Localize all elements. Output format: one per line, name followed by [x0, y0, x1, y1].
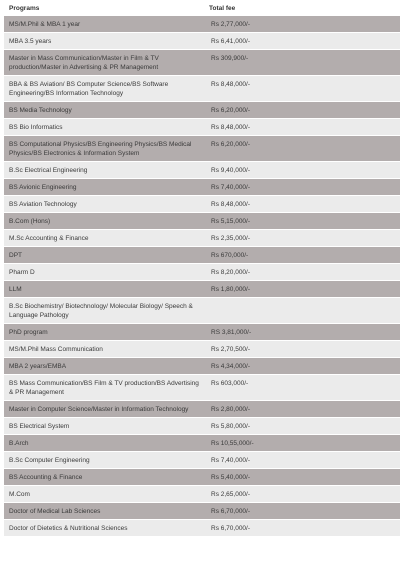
table-row: [4, 486, 400, 502]
table-row: [4, 503, 400, 519]
total-fee-cell: Rs 2,65,000/-: [204, 486, 400, 502]
program-name-cell: M.Com: [4, 486, 204, 502]
table-row: [4, 76, 400, 101]
table-row: [4, 358, 400, 374]
program-name-cell: Master in Computer Science/Master in Information Technology: [4, 401, 204, 417]
table-row: [4, 162, 400, 178]
table-row: [4, 418, 400, 434]
program-name-cell: BS Aviation Technology: [4, 196, 204, 212]
total-fee-cell: Rs 6,20,000/-: [204, 136, 400, 161]
total-fee-cell: Rs 309,900/-: [204, 50, 400, 75]
total-fee-cell: Rs 2,77,000/-: [204, 16, 400, 32]
table-row: [4, 16, 400, 32]
table-row: [4, 136, 400, 161]
total-fee-cell: Rs 9,40,000/-: [204, 162, 400, 178]
total-fee-cell: Rs 4,34,000/-: [204, 358, 400, 374]
program-name-cell: B.Com (Hons): [4, 213, 204, 229]
program-name-cell: BS Avionic Engineering: [4, 179, 204, 195]
total-fee-cell: Rs 2,35,000/-: [204, 230, 400, 246]
total-fee-cell: Rs 603,000/-: [204, 375, 400, 400]
program-name-cell: BS Accounting & Finance: [4, 469, 204, 485]
total-fee-cell: Rs 5,80,000/-: [204, 418, 400, 434]
table-row: [4, 341, 400, 357]
program-name-cell: Doctor of Dietetics & Nutritional Sciences: [4, 520, 204, 536]
table-row: [4, 264, 400, 280]
total-fee-cell: RS 3,81,000/-: [204, 324, 400, 340]
program-name-cell: LLM: [4, 281, 204, 297]
table-header-row: [4, 1, 400, 15]
table-row: [4, 213, 400, 229]
table-row: [4, 102, 400, 118]
table-body: [4, 16, 400, 536]
table-row: [4, 33, 400, 49]
total-fee-cell: Rs 8,48,000/-: [204, 119, 400, 135]
table-row: [4, 247, 400, 263]
total-fee-cell: Rs 8,48,000/-: [204, 76, 400, 101]
program-name-cell: BS Computational Physics/BS Engineering Physics/BS Medical Physics/BS Electronics & Information System: [4, 136, 204, 161]
table-row: [4, 452, 400, 468]
total-fee-cell: Rs 5,15,000/-: [204, 213, 400, 229]
program-name-cell: Doctor of Medical Lab Sciences: [4, 503, 204, 519]
program-name-cell: M.Sc Accounting & Finance: [4, 230, 204, 246]
total-fee-cell: Rs 2,70,500/-: [204, 341, 400, 357]
program-name-cell: MBA 2 years/EMBA: [4, 358, 204, 374]
table-row: [4, 119, 400, 135]
program-name-cell: MS/M.Phil Mass Communication: [4, 341, 204, 357]
program-name-cell: BS Mass Communication/BS Film & TV production/BS Advertising & PR Management: [4, 375, 204, 400]
fee-table: [4, 0, 400, 537]
table-row: [4, 401, 400, 417]
total-fee-cell: [204, 298, 400, 323]
program-name-cell: B.Arch: [4, 435, 204, 451]
program-name-cell: BBA & BS Aviation/ BS Computer Science/BS Software Engineering/BS Information Technology: [4, 76, 204, 101]
total-fee-cell: Rs 670,000/-: [204, 247, 400, 263]
program-name-cell: Master in Mass Communication/Master in Film & TV production/Master in Advertising & PR Management: [4, 50, 204, 75]
program-name-cell: MBA 3.5 years: [4, 33, 204, 49]
program-name-cell: PhD program: [4, 324, 204, 340]
total-fee-cell: Rs 6,70,000/-: [204, 520, 400, 536]
total-fee-cell: Rs 8,20,000/-: [204, 264, 400, 280]
table-row: [4, 281, 400, 297]
program-name-cell: BS Media Technology: [4, 102, 204, 118]
program-name-cell: Pharm D: [4, 264, 204, 280]
program-name-cell: B.Sc Electrical Engineering: [4, 162, 204, 178]
program-name-cell: MS/M.Phil & MBA 1 year: [4, 16, 204, 32]
program-name-cell: B.Sc Computer Engineering: [4, 452, 204, 468]
total-fee-cell: Rs 2,80,000/-: [204, 401, 400, 417]
program-name-cell: BS Bio Informatics: [4, 119, 204, 135]
table-row: [4, 469, 400, 485]
table-row: [4, 375, 400, 400]
total-fee-cell: Rs 7,40,000/-: [204, 179, 400, 195]
column-header-programs: Programs: [4, 1, 204, 15]
total-fee-cell: Rs 6,20,000/-: [204, 102, 400, 118]
table-row: [4, 298, 400, 323]
table-row: [4, 50, 400, 75]
total-fee-cell: Rs 5,40,000/-: [204, 469, 400, 485]
total-fee-cell: Rs 6,70,000/-: [204, 503, 400, 519]
table-row: [4, 520, 400, 536]
column-header-total-fee: Total fee: [204, 1, 400, 15]
table-row: [4, 179, 400, 195]
program-name-cell: DPT: [4, 247, 204, 263]
total-fee-cell: Rs 7,40,000/-: [204, 452, 400, 468]
total-fee-cell: Rs 6,41,000/-: [204, 33, 400, 49]
program-name-cell: BS Electrical System: [4, 418, 204, 434]
total-fee-cell: Rs 1,80,000/-: [204, 281, 400, 297]
total-fee-cell: Rs 8,48,000/-: [204, 196, 400, 212]
program-name-cell: B.Sc Biochemistry/ Biotechnology/ Molecular Biology/ Speech & Language Pathology: [4, 298, 204, 323]
table-row: [4, 196, 400, 212]
table-row: [4, 230, 400, 246]
table-row: [4, 324, 400, 340]
total-fee-cell: Rs 10,55,000/-: [204, 435, 400, 451]
table-row: [4, 435, 400, 451]
